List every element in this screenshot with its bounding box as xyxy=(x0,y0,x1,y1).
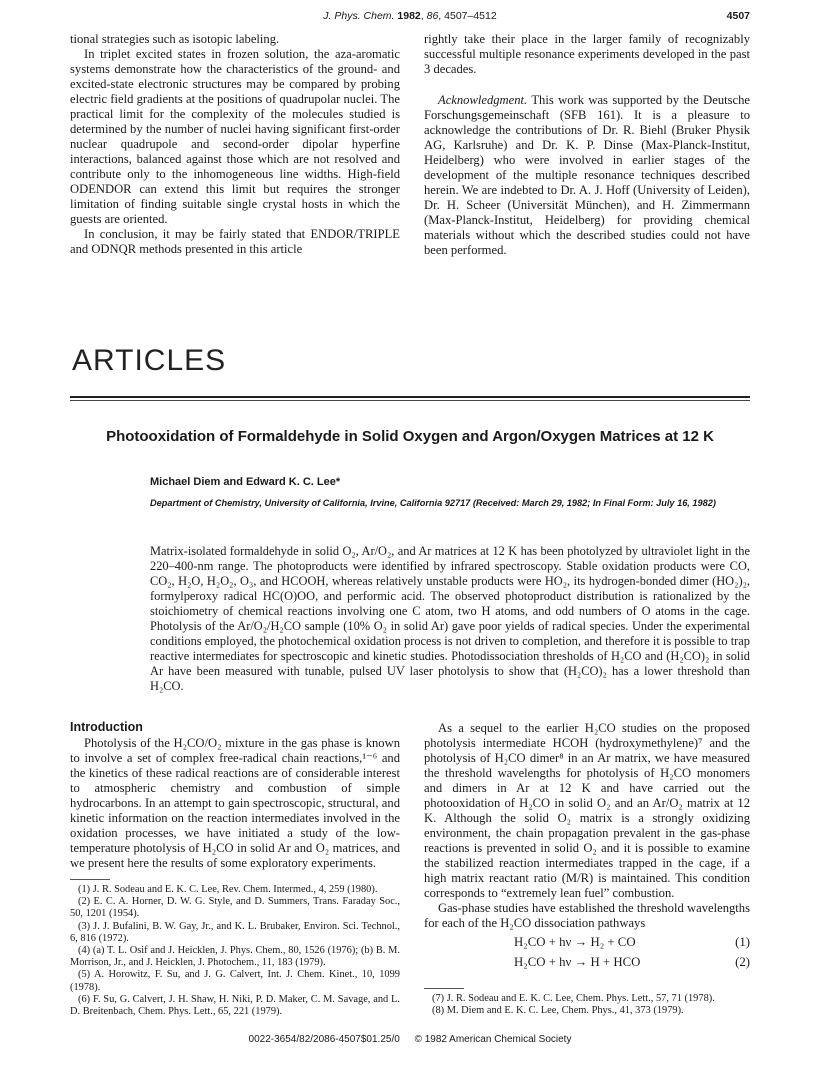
reference-item: (3) J. J. Bufalini, B. W. Gay, Jr., and K. L. Brubaker, Environ. Sci. Technol., 6, 816 (1972). xyxy=(70,920,400,944)
references-right xyxy=(424,988,750,1017)
reference-item: (4) (a) T. L. Osif and J. Heicklen, J. Phys. Chem., 80, 1526 (1976); (b) B. M. Morrison, Jr., and J. Heicklen, J. Photochem., 11, 183 (1979). xyxy=(70,945,400,969)
reference-item: (8) M. Diem and E. K. C. Lee, Chem. Phys., 41, 373 (1979). xyxy=(432,1005,684,1017)
reference-item: (2) E. C. A. Horner, D. W. G. Style, and D. Summers, Trans. Faraday Soc., 50, 1201 (1954). xyxy=(70,896,400,920)
section-rule-thin xyxy=(70,400,750,401)
equation-1 xyxy=(424,935,750,955)
paragraph: Gas-phase studies have established the threshold wavelengths for each of the H₂CO dissociation pathways xyxy=(424,901,750,930)
footer-code: 0022-3654/82/2086-4507$01.25/0 xyxy=(248,1034,400,1045)
running-header: J. Phys. Chem. 1982, 86, 4507–4512 xyxy=(323,10,497,22)
journal-name: J. Phys. Chem. xyxy=(323,10,395,22)
paragraph: In triplet excited states in frozen solution, the aza-aromatic systems demonstrate how the characteristics of the ground- and excited-state electronic structures may be compared by probing electric field gradients at the positions of quadrupolar nuclei. The practical limit for the complexity of the molecules studied is determined by the number of nuclei having significant first-order nuclear quadrupole and second-order dipolar hyperfine interactions, balanced against those which are not resolved and contribute only to the inhomogeneous line widths. High-field ODENDOR can extend this limit but requires the stronger limitation of finding suitable single crystal hosts in which the guests are oriented. xyxy=(70,47,400,226)
reference-item: (7) J. R. Sodeau and E. K. C. Lee, Chem. Phys. Lett., 57, 71 (1978). xyxy=(432,993,715,1004)
article-authors: Michael Diem and Edward K. C. Lee* xyxy=(150,476,341,488)
article-affiliation: Department of Chemistry, University of California, Irvine, California 92717 (Received: March 29, 1982; In Final Form: July 16, 1982) xyxy=(150,498,716,508)
page-footer xyxy=(0,1034,820,1045)
footnote-rule xyxy=(70,879,110,880)
reference-item: (1) J. R. Sodeau and E. K. C. Lee, Rev. Chem. Intermed., 4, 259 (1980). xyxy=(78,884,378,895)
paragraph: tional strategies such as isotopic labeling. xyxy=(70,32,280,46)
equation-2 xyxy=(424,955,750,975)
paragraph: As a sequel to the earlier H₂CO studies on the proposed photolysis intermediate HCOH (hydroxymethylene)⁷ and the photolysis of H₂CO dimer⁸ in an Ar matrix, we have measured the threshold wavelengths for photolysis of H₂CO monomers and dimers in Ar at 12 K and have carried out the photooxidation of H₂CO in solid O₂ and an Ar/O₂ matrix at 12 K. Although the solid O₂ matrix is a strongly oxidizing environment, the chain propagation prevalent in the gas-phase reactions is prevented in solid O₂ and it is possible to examine the stabilized reaction intermediates trapped in the cage, if a high matrix reactant ratio (M/R) is maintained. This condition corresponds to “extremely lean fuel” combustion. xyxy=(424,721,750,900)
acknowledgment xyxy=(424,93,750,258)
equation-expression: H₂CO + hν → H₂ + CO xyxy=(514,935,636,949)
footnote-rule xyxy=(424,988,464,989)
paragraph: Photolysis of the H₂CO/O₂ mixture in the gas phase is known to involve a set of complex free-radical chain reactions,¹⁻⁶ and the kinetics of these radical reactions are of considerable interest to atmospheric chemistry and combustion of simple hydrocarbons. In an attempt to gain spectroscopic, structural, and kinetic information on the reaction intermediates involved in the oxidation processes, we have initiated a study of the low-temperature photolysis of H₂CO in solid Ar and O₂ matrices, and we present here the results of some exploratory experiments. xyxy=(70,736,400,870)
paragraph: rightly take their place in the larger family of recognizably successful multiple resonance experiments developed in the past 3 decades. xyxy=(424,32,750,76)
equation-number: (1) xyxy=(735,935,750,949)
intro-right-column xyxy=(424,721,750,975)
prev-article-left-column xyxy=(70,32,400,257)
journal-pages: 4507–4512 xyxy=(444,10,497,22)
article-title: Photooxidation of Formaldehyde in Solid Oxygen and Argon/Oxygen Matrices at 12 K xyxy=(106,428,714,445)
reference-item: (6) F. Su, G. Calvert, J. H. Shaw, H. Niki, P. D. Maker, C. M. Savage, and L. D. Breitenbach, Chem. Phys. Lett., 65, 221 (1979). xyxy=(70,993,400,1018)
prev-article-right-column xyxy=(424,32,750,258)
equation-number: (2) xyxy=(735,955,750,969)
acknowledgment-label: Acknowledgment. xyxy=(438,93,528,107)
intro-heading: Introduction xyxy=(70,720,143,734)
section-heading: ARTICLES xyxy=(72,344,227,377)
equation-expression: H₂CO + hν → H + HCO xyxy=(514,955,641,969)
intro-left-column xyxy=(70,720,400,1018)
paragraph: In conclusion, it may be fairly stated that ENDOR/TRIPLE and ODNQR methods presented in this article xyxy=(70,227,400,256)
article-abstract: Matrix-isolated formaldehyde in solid O₂, Ar/O₂, and Ar matrices at 12 K has been photolyzed by ultraviolet light in the 220–400-nm range. The photoproducts were identified by infrared spectroscopy. Stable oxidation products were CO, CO₂, H₂O, H₂O₂, O₃, and HCOOH, whereas relatively unstable products were HO₂, its hydrogen-bonded dimer (HO₂)₂, formylperoxy radical HC(O)OO, and performic acid. The observed photoproduct distribution is rationalized by the stoichiometry of chemical reactions involving one C atom, two H atoms, and odd numbers of O atoms in the cage. Photolysis of the Ar/O₂/H₂CO sample (10% O₂ in solid Ar) gave poor yields of radical species. Under the experimental conditions employed, the photochemical oxidation process is not driven to completion, and therefore it is possible to trap reactive intermediates for spectroscopic and kinetic studies. Photodissociation thresholds of H₂CO and (H₂CO)₂ in solid Ar have been measured with tunable, pulsed UV laser photolysis to show that (H₂CO)₂ has a lower threshold than H₂CO. xyxy=(150,544,750,693)
footer-copyright: © 1982 American Chemical Society xyxy=(414,1034,572,1045)
acknowledgment-text: This work was supported by the Deutsche Forschungsgemeinschaft (SFB 161). It is a pleasure to acknowledge the contributions of Dr. R. Biehl (Bruker Physik AG, Karlsruhe) and Dr. K. P. Dinse (Max-Planck-Institut, Heidelberg) who were involved in earlier stages of the development of the multiple resonance techniques described herein. We are indebted to Dr. A. J. Hoff (University of Leiden), Dr. H. Scheer (Universität München), and H. Zimmermann (Max-Planck-Institut, Heidelberg) for providing chemical materials without which the described studies could not have been performed. xyxy=(424,93,750,257)
journal-year: 1982 xyxy=(397,10,421,22)
reference-item: (5) A. Horowitz, F. Su, and J. G. Calvert, Int. J. Chem. Kinet., 10, 1099 (1978). xyxy=(70,969,400,993)
references-left xyxy=(70,884,400,1018)
journal-volume: 86 xyxy=(426,10,439,22)
page-number: 4507 xyxy=(726,10,750,22)
section-rule xyxy=(70,396,750,398)
